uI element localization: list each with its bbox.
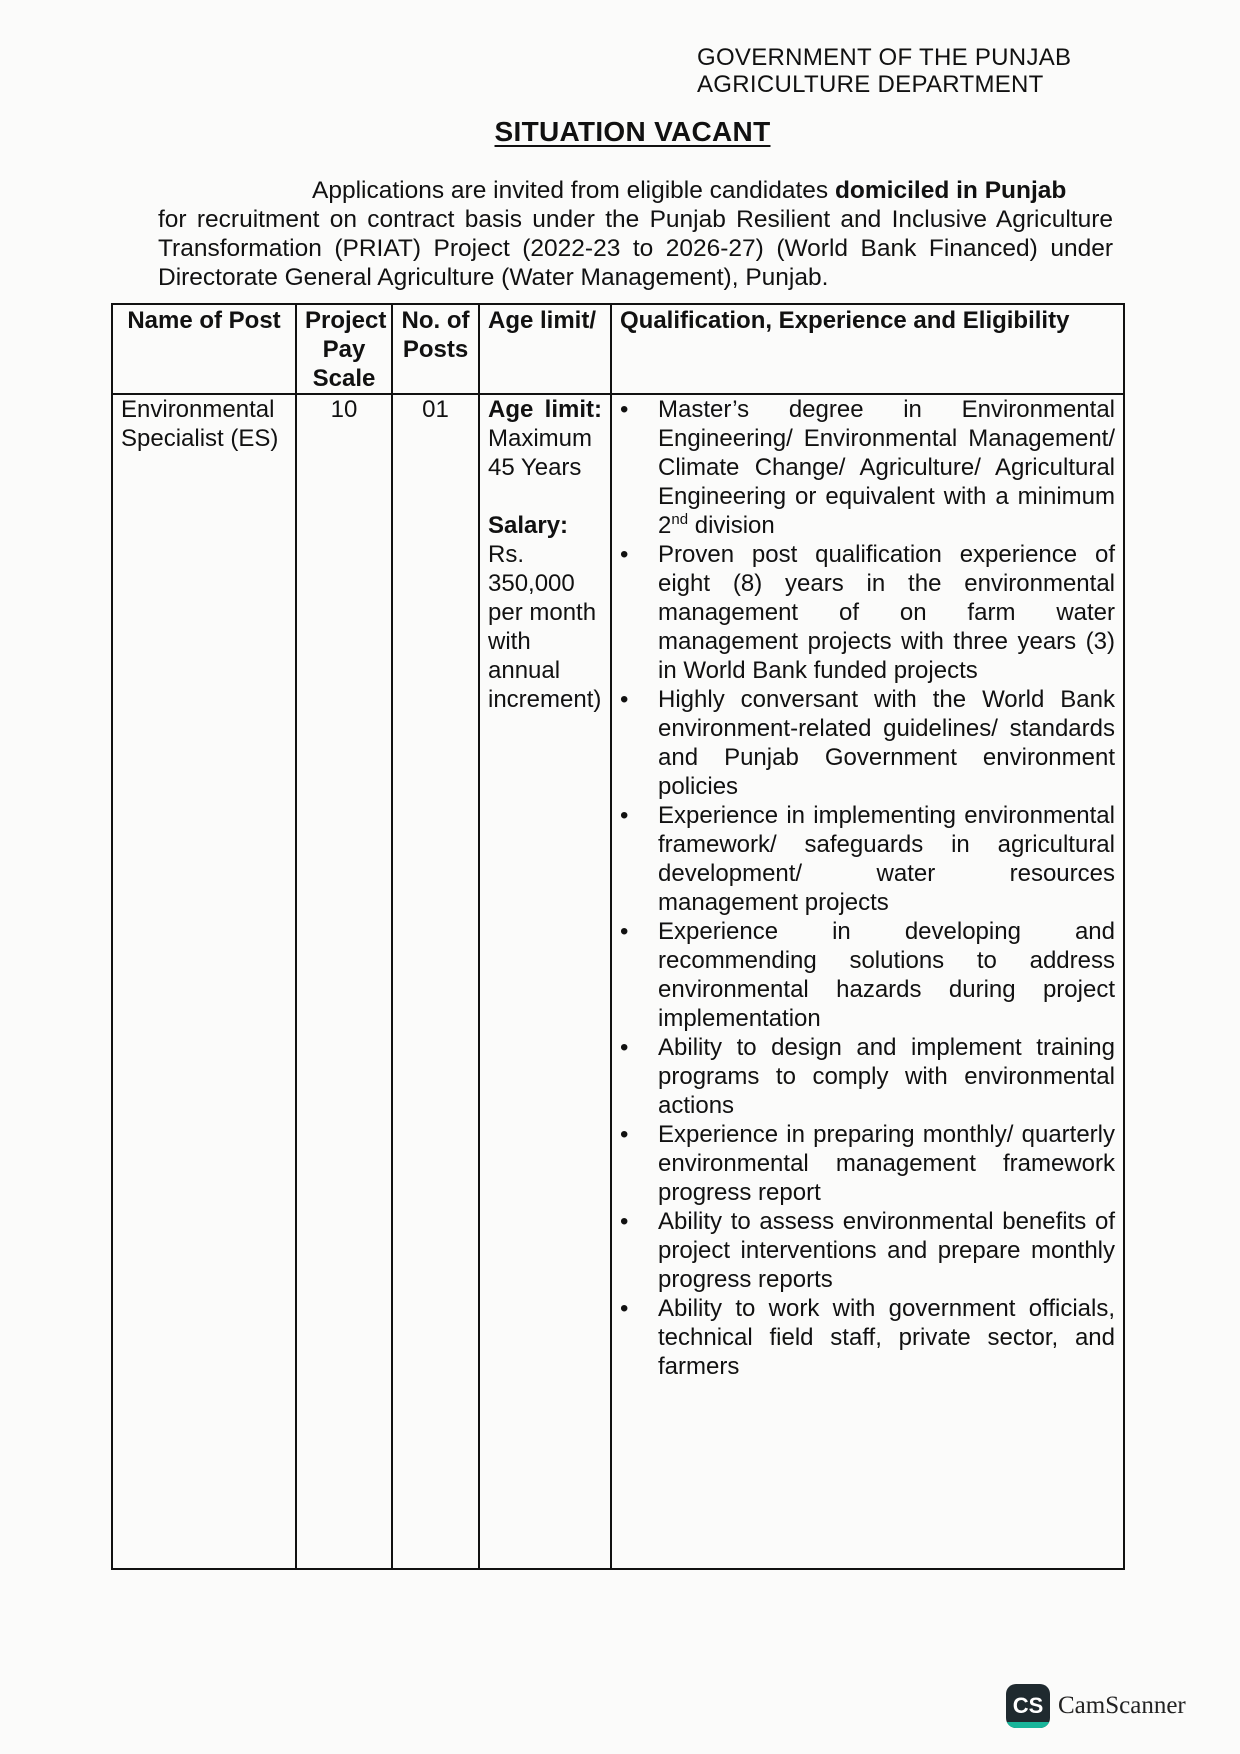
ordinal-suffix: nd bbox=[671, 511, 689, 528]
header-line-government: GOVERNMENT OF THE PUNJAB bbox=[697, 44, 1072, 71]
age-limit-label: Age limit: bbox=[488, 396, 602, 423]
qualification-item: • Proven post qualification experience of eight (8) years in the environmental management of on farm water management projects with three years (3) in World Bank funded projects bbox=[658, 540, 1115, 685]
qualification-item: • Ability to design and implement training programs to comply with environmental actions bbox=[658, 1033, 1115, 1120]
intro-text-rest: for recruitment on contract basis under the Punjab Resilient and Inclusive Agriculture Transformation (PRIAT) Project (2022-23 to 2026-27) (World Bank Financed) under Directorate General Agriculture (Water Management), Punjab. bbox=[158, 206, 1113, 291]
header-age-limit: Age limit/ bbox=[479, 304, 611, 394]
salary-label: Salary: bbox=[488, 512, 569, 539]
age-limit-block bbox=[488, 395, 602, 714]
qualification-item: • Highly conversant with the World Bank environment-related guidelines/ standards and Punjab Government environment policies bbox=[658, 685, 1115, 801]
header-line-department: AGRICULTURE DEPARTMENT bbox=[697, 71, 1044, 98]
page-title: SITUATION VACANT bbox=[494, 116, 771, 147]
qualification-item: • Ability to assess environmental benefits of project interventions and prepare monthly progress reports bbox=[658, 1207, 1115, 1294]
cell-qualifications bbox=[611, 394, 1124, 1569]
salary-value: Rs. 350,000 per month with annual increment) bbox=[488, 541, 602, 713]
qualification-item: • Master’s degree in Environmental Engineering/ Environmental Management/ Climate Change/ Agriculture/ Agricultural Engineering or equivalent with a minimum 2nd division bbox=[658, 395, 1115, 540]
cell-post-name: Environmental Specialist (ES) bbox=[112, 394, 296, 1569]
qualification-list bbox=[620, 395, 1115, 1381]
qualification-item: • Experience in developing and recommending solutions to address environmental hazards during project implementation bbox=[658, 917, 1115, 1033]
government-header bbox=[697, 44, 1071, 98]
qualification-item: • Experience in implementing environmental framework/ safeguards in agricultural development/ water resources management projects bbox=[658, 801, 1115, 917]
header-name-of-post: Name of Post bbox=[112, 304, 296, 394]
intro-text-start: Applications are invited from eligible candidates bbox=[312, 177, 835, 204]
cell-age-salary bbox=[479, 394, 611, 1569]
header-pay-scale: Project Pay Scale bbox=[296, 304, 392, 394]
table-header-row bbox=[112, 304, 1124, 394]
intro-domicile-emphasis: domiciled in Punjab bbox=[834, 177, 1067, 204]
camscanner-watermark bbox=[1006, 1683, 1186, 1729]
intro-first-line bbox=[158, 176, 1113, 205]
header-qualification: Qualification, Experience and Eligibility bbox=[611, 304, 1124, 394]
qualification-item: • Experience in preparing monthly/ quarterly environmental management framework progress report bbox=[658, 1120, 1115, 1207]
vacancy-table bbox=[111, 303, 1125, 1570]
header-no-of-posts: No. of Posts bbox=[392, 304, 479, 394]
camscanner-logo-icon: CS bbox=[1006, 1684, 1050, 1728]
intro-paragraph bbox=[158, 176, 1113, 292]
cell-pay-scale: 10 bbox=[296, 394, 392, 1569]
camscanner-brand-text: CamScanner bbox=[1058, 1692, 1186, 1719]
cell-no-of-posts: 01 bbox=[392, 394, 479, 1569]
qualification-item: • Ability to work with government officials, technical field staff, private sector, and farmers bbox=[658, 1294, 1115, 1381]
age-limit-value: Maximum 45 Years bbox=[488, 425, 593, 481]
table-row bbox=[112, 394, 1124, 1569]
